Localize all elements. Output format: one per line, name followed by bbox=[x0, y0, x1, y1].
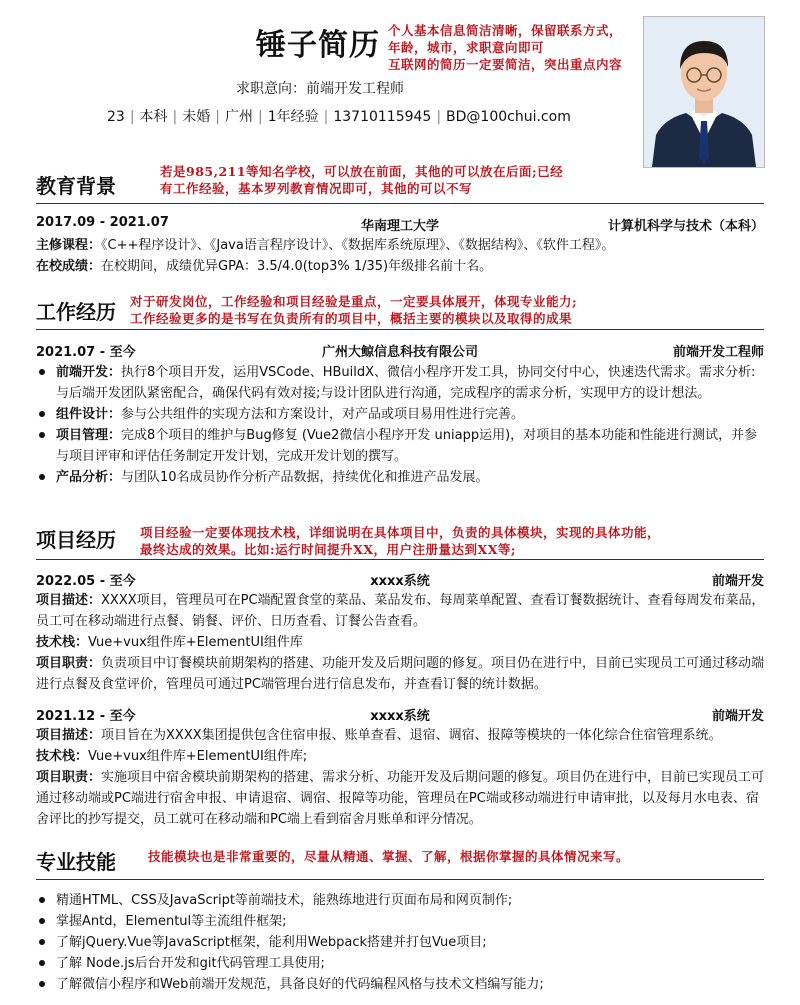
skills-list bbox=[36, 890, 766, 995]
project-period: 2022.05 - 至今 bbox=[36, 574, 136, 589]
work-row bbox=[36, 341, 764, 359]
work-item: 组件设计：参与公共组件的实现方法和方案设计，对产品或项目易用性进行完善。 bbox=[36, 404, 766, 425]
work-items bbox=[36, 362, 766, 488]
skill-item: 了解 Node.js后台开发和git代码管理工具使用; bbox=[36, 953, 766, 974]
education-section-title: 教育背景 bbox=[36, 174, 116, 198]
education-tip: 若是985,211等知名学校，可以放在前面，其他的可以放在后面;已经 有工作经验，基本罗列教育情况即可，其他的可以不写 bbox=[160, 164, 564, 196]
work-position: 前端开发工程师 bbox=[672, 345, 764, 360]
email: BD@100chui.com bbox=[446, 109, 571, 125]
education-divider bbox=[36, 203, 764, 204]
contact-line: 23 | 本科 | 未婚 | 广州 | 1年经验 | 13710115945 | BD@100chui.com bbox=[107, 109, 571, 125]
projects-tip: 项目经验一定要体现技术栈，详细说明在具体项目中，负责的具体模块，实现的具体功能， 最终达成的效果。比如:运行时间提升XX，用户注册量达到XX等; bbox=[140, 525, 661, 557]
projects-section-title: 项目经历 bbox=[36, 528, 116, 552]
header-tip: 个人基本信息简洁清晰，保留联系方式， 年龄，城市，求职意向即可 互联网的简历一定要简洁，突出重点内容 bbox=[388, 23, 623, 72]
work-section-title: 工作经历 bbox=[36, 300, 116, 324]
work-item: 产品分析：与团队10名成员协作分析产品数据，持续优化和推进产品发展。 bbox=[36, 467, 766, 488]
resume-name: 锤子简历 bbox=[256, 28, 380, 63]
project-details: 项目描述：项目旨在为XXXX集团提供包含住宿申报、账单查看、退宿、调宿、报障等模块的一体化综合住宿管理系统。 技术栈：Vue+vux组件库+ElementUI组件库; 项目职责：实施项目中宿舍模块前期架构的搭建、需求分析、功能开发及后期问题的修复。项目仍在进行中，目前已实现员工可通过移动端或PC端进行宿舍申报、申请退宿、调宿、报障等功能，管理员在PC端或移动端进行申请审批，以及每月水电表、宿舍评比的抄写提交，员工就可在移动端和PC端上看到宿舍月账单和评分情况。 bbox=[36, 728, 765, 827]
project-role: 前端开发 bbox=[711, 709, 764, 724]
skill-item: 掌握Antd，Elementul等主流组件框架; bbox=[36, 911, 766, 932]
skills-section-title: 专业技能 bbox=[36, 850, 116, 874]
job-intent: 求职意向：前端开发工程师 bbox=[236, 81, 404, 97]
work-item: 项目管理：完成8个项目的维护与Bug修复 (Vue2微信小程序开发 uniapp运用)，对项目的基本功能和性能进行测试，并参与项目评审和评估任务制定开发计划，完成开发计划的撰写。 bbox=[36, 425, 766, 467]
education-details bbox=[36, 235, 766, 277]
project-name: xxxx系统 bbox=[370, 574, 430, 589]
courses: 主修课程：《C++程序设计》、《Java语言程序设计》、《数据库系统原理》、《数据结构》、《软件工程》。 bbox=[36, 238, 615, 253]
work-period: 2021.07 - 至今 bbox=[36, 345, 136, 360]
project-details: 项目描述：XXXX项目，管理员可在PC端配置食堂的菜品、菜品发布、每周菜单配置、查看订餐数据统计、查看每周发布菜品，员工可在移动端进行点餐、销餐、评价、日历查看、订餐公告查看。 技术栈：Vue+vux组件库+ElementUI组件库 项目职责：负责项目中订餐模块前期架构的搭建、功能开发及后期问题的修复。项目仍在进行中，目前已实现员工可通过移动端进行点餐及食堂评价，管理员可通过PC端管理台进行信息发布，并查看订餐的统计数据。 bbox=[36, 593, 765, 692]
skill-item: 精通HTML、CSS及JavaScript等前端技术，能熟练地进行页面布局和网页制作; bbox=[36, 890, 766, 911]
project-period: 2021.12 - 至今 bbox=[36, 709, 136, 724]
skills-divider bbox=[36, 879, 764, 880]
projects-divider bbox=[36, 559, 764, 560]
work-divider bbox=[36, 329, 764, 330]
skills-tip: 技能模块也是非常重要的，尽量从精通、掌握、了解，根据你掌握的具体情况来写。 bbox=[148, 849, 630, 864]
project-row bbox=[36, 570, 764, 588]
profile-photo bbox=[643, 16, 765, 168]
skill-item: 了解jQuery.Vue等JavaScript框架，能利用Webpack搭建并打包Vue项目; bbox=[36, 932, 766, 953]
skill-item: 了解微信小程序和Web前端开发规范，具备良好的代码编程风格与技术文档编写能力; bbox=[36, 974, 766, 995]
company-name: 广州大鲸信息科技有限公司 bbox=[321, 345, 478, 360]
major: 计算机科学与技术（本科） bbox=[607, 219, 764, 234]
work-item: 前端开发：执行8个项目开发，运用VSCode、HBuildX、微信小程序开发工具，协同交付中心，快速迭代需求。需求分析:与后端开发团队紧密配合，确保代码有效对接;与设计团队进行沟通，完成程序的需求分析，实现甲方的设计想法。 bbox=[36, 362, 766, 404]
project-name: xxxx系统 bbox=[370, 709, 430, 724]
school-name: 华南理工大学 bbox=[360, 219, 439, 234]
grade: 在校成绩：在校期间，成绩优异GPA：3.5/4.0(top3% 1/35)年级排名前十名。 bbox=[36, 259, 493, 274]
work-tip: 对于研发岗位，工作经验和项目经验是重点，一定要具体展开，体现专业能力; 工作经验更多的是书写在负责所有的项目中，概括主要的模块以及取得的成果 bbox=[130, 294, 578, 326]
project-row bbox=[36, 705, 764, 723]
project-role: 前端开发 bbox=[711, 574, 764, 589]
education-row bbox=[36, 215, 764, 233]
education-period: 2017.09 - 2021.07 bbox=[36, 215, 169, 230]
